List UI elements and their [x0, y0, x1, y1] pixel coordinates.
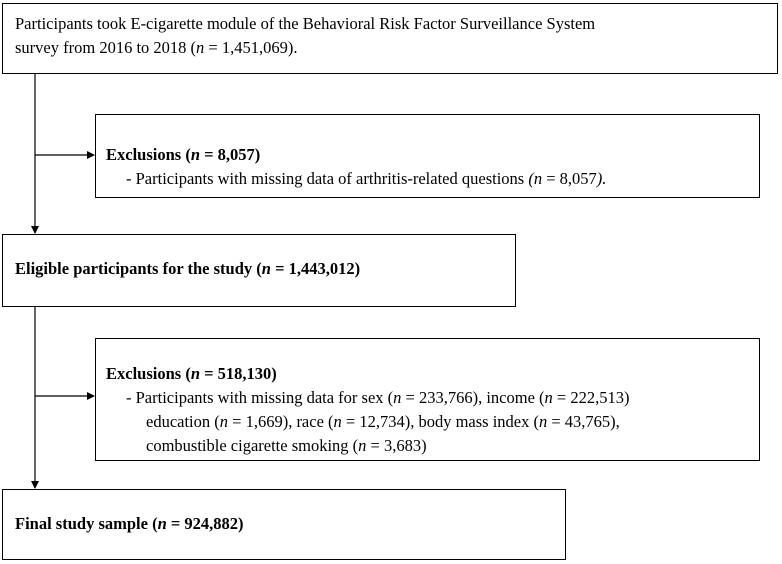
- box-final-sample: [2, 489, 566, 560]
- box-exclusions-2: [95, 338, 760, 461]
- exclusions-2-line3: combustible cigarette smoking (n = 3,683): [146, 436, 427, 455]
- exclusions-2-line1: - Participants with missing data for sex (n = 233,766), income (n = 222,513): [126, 388, 630, 407]
- box-exclusions-1: [95, 114, 760, 198]
- exclusions-1-item: - Participants with missing data of arthritis-related questions (n = 8,057).: [126, 169, 607, 188]
- exclusions-2-line2: education (n = 1,669), race (n = 12,734), body mass index (n = 43,765),: [146, 412, 620, 431]
- exclusions-1-title: Exclusions (n = 8,057): [106, 145, 261, 164]
- exclusions-2-title: Exclusions (n = 518,130): [106, 364, 277, 383]
- eligible-title: Eligible participants for the study (n = 1,443,012): [15, 259, 361, 278]
- box-participants: [2, 3, 778, 74]
- box-participants-line2: survey from 2016 to 2018 (n = 1,451,069).: [15, 38, 298, 57]
- box-participants-line1: Participants took E-cigarette module of the Behavioral Risk Factor Surveillance System: [15, 14, 596, 33]
- box-eligible: [2, 234, 516, 307]
- final-sample-title: Final study sample (n = 924,882): [15, 514, 244, 533]
